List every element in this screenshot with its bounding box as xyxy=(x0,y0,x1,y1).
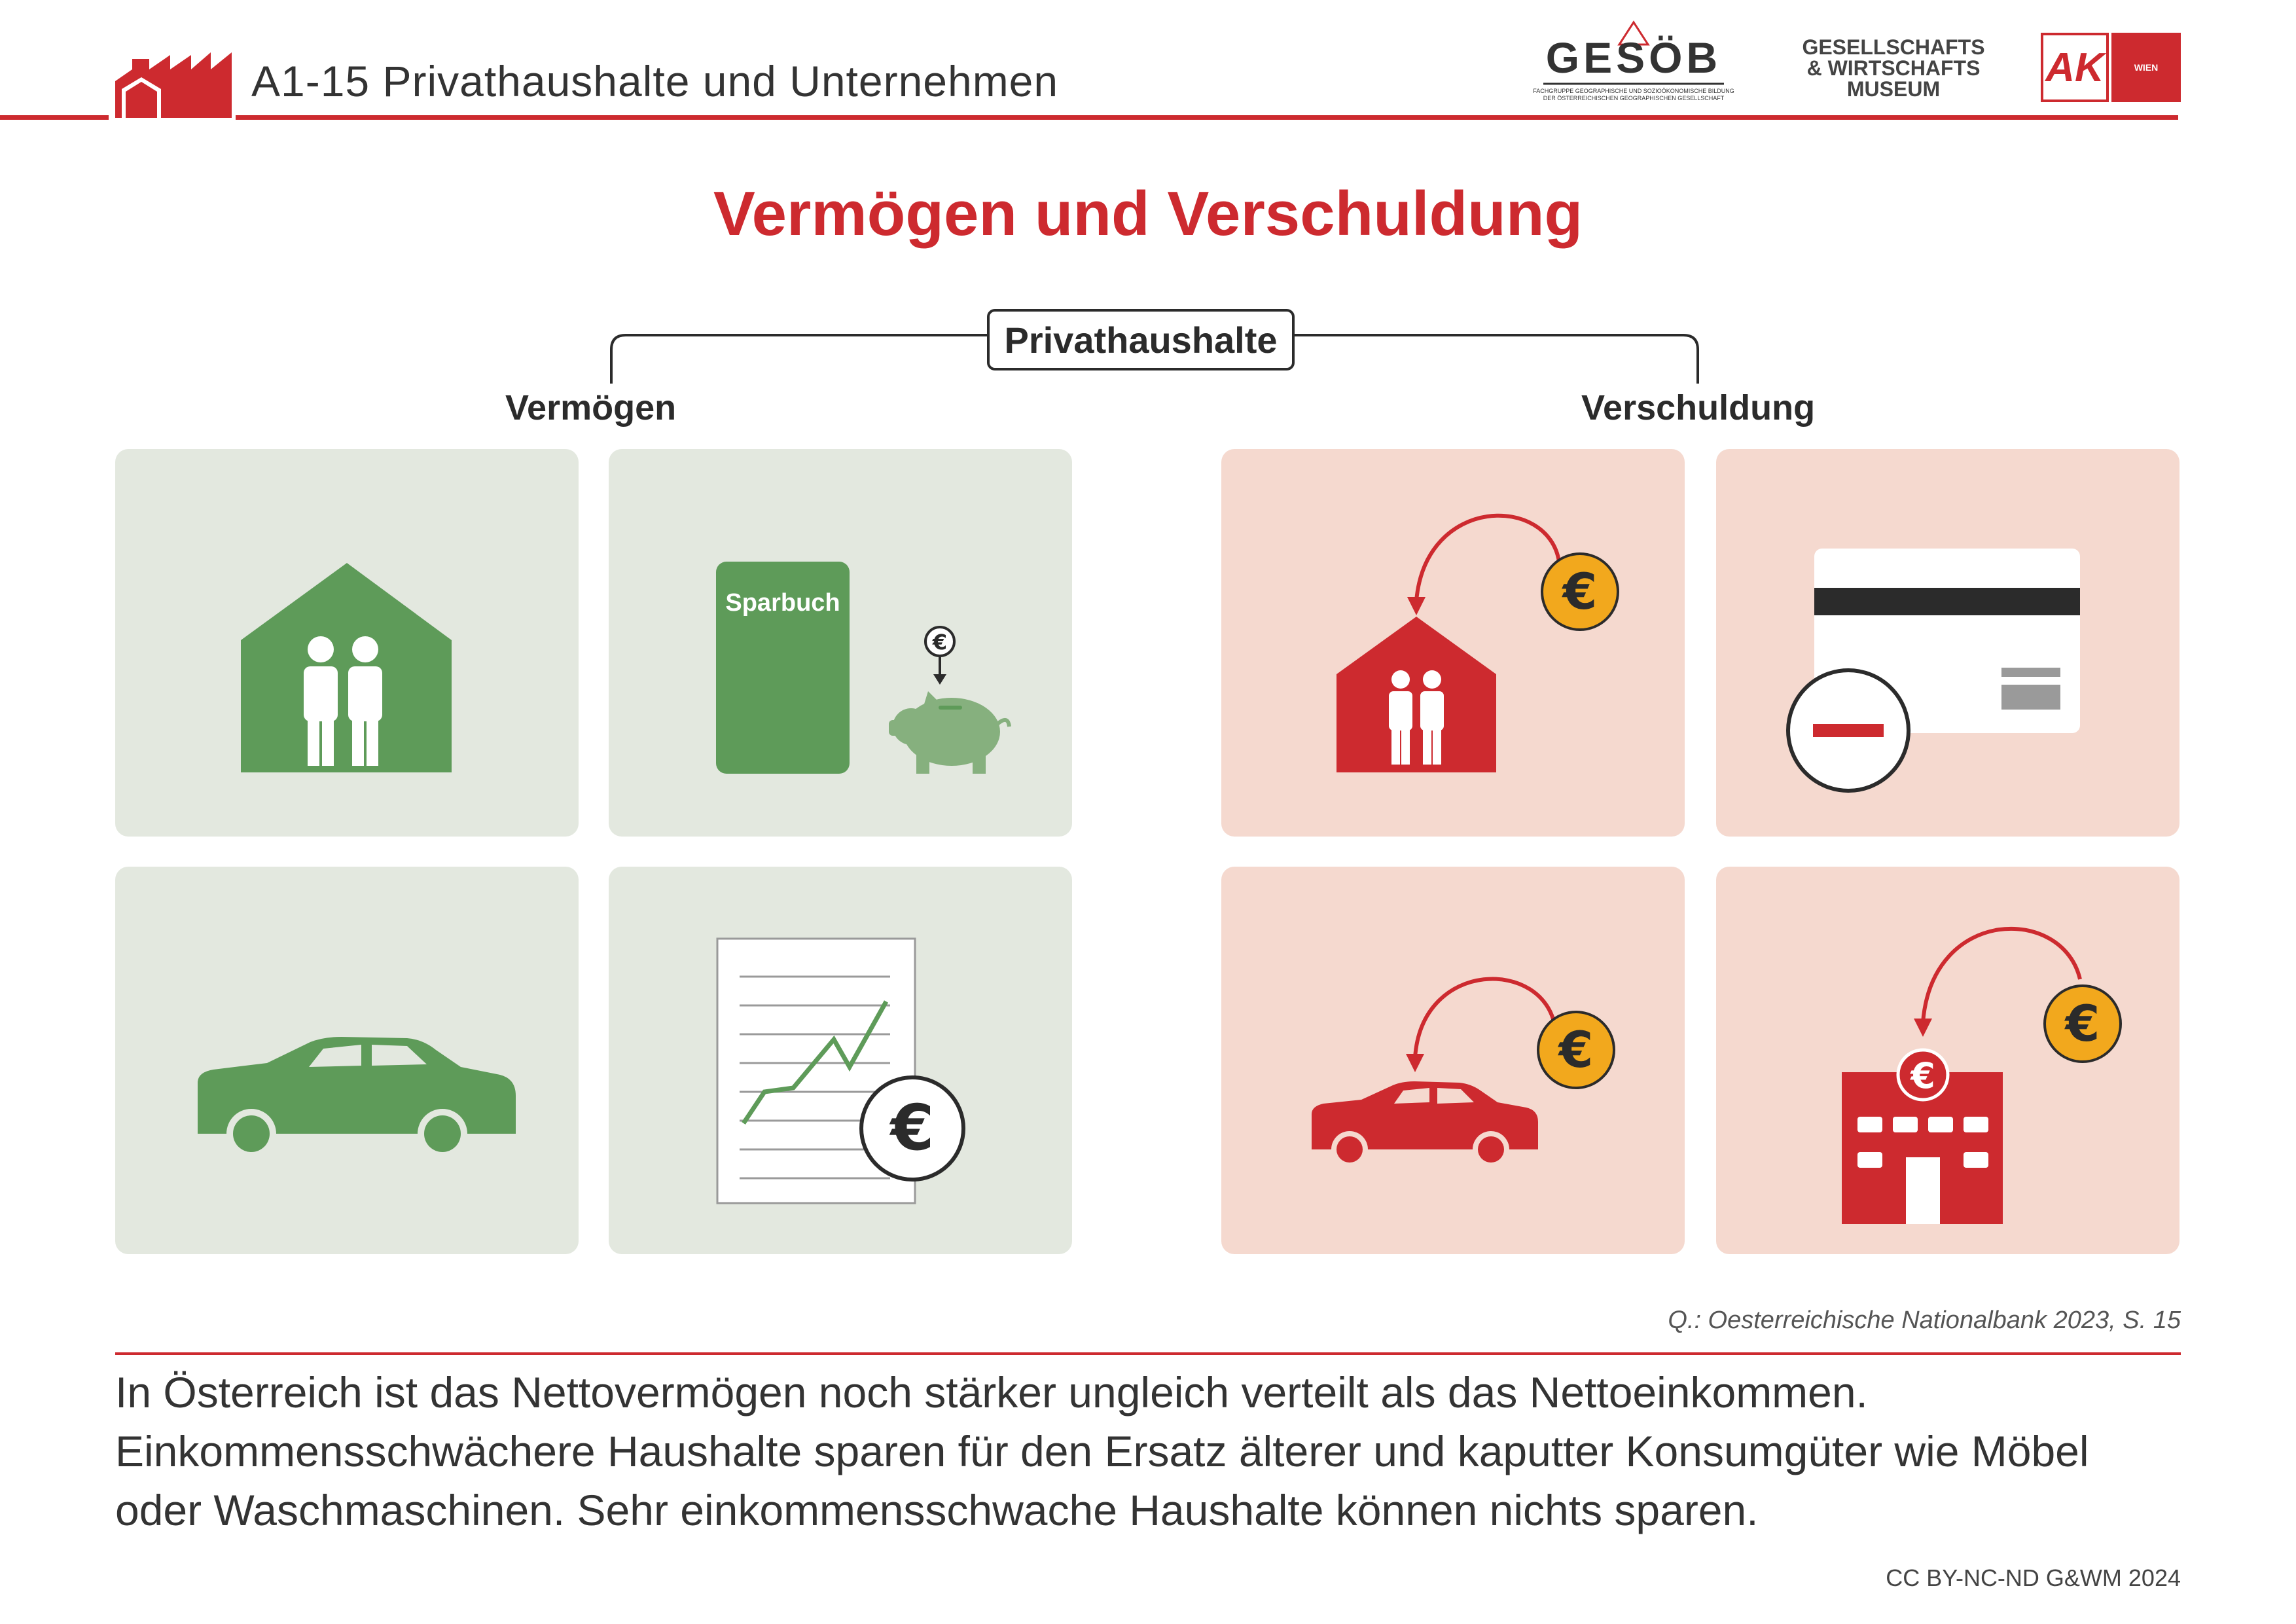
ak-city: WIEN xyxy=(2111,33,2181,102)
svg-text:€: € xyxy=(1558,1020,1594,1079)
car-icon xyxy=(115,867,579,1254)
museum-line-2: & WIRTSCHAFTS xyxy=(1806,56,1981,80)
header-title: A1-15 Privathaushalte und Unternehmen xyxy=(251,57,1059,105)
euro-coin-icon xyxy=(2045,986,2121,1062)
museum-line-3: MUSEUM xyxy=(1846,77,1941,101)
panel-auto xyxy=(115,867,579,1254)
divider xyxy=(115,1352,2181,1355)
panel-sparbuch xyxy=(609,449,1072,837)
gesoeb-wordmark: GESÖB xyxy=(1545,33,1722,82)
panel-bankkredit xyxy=(1716,867,2179,1254)
license-note: CC BY-NC-ND G&WM 2024 xyxy=(1886,1564,2181,1591)
svg-text:€: € xyxy=(890,1091,935,1164)
branch-verschuldung: Verschuldung xyxy=(1581,388,1816,427)
body-text: In Österreich ist das Nettovermögen noch stärker ungleich verteilt als das Nettoeinkommen. Einkommensschwächere Haushalte sparen für den Ersatz älterer und kaputter Konsumgüter wie Möbel oder Waschmaschinen. Sehr einkommensschwache Haushalte können nichts sparen. xyxy=(115,1368,2089,1534)
panel-kreditkarte xyxy=(1716,449,2179,837)
panel-wohneigentum xyxy=(115,449,579,837)
panel-wohnkredit xyxy=(1221,449,1685,837)
svg-text:€: € xyxy=(932,630,948,655)
museum-line-1: GESELLSCHAFTS xyxy=(1802,35,1985,59)
gesoeb-subtitle: FACHGRUPPE GEOGRAPHISCHE UND SOZIOÖKONOMISCHE BILDUNG DER ÖSTERREICHISCHEN GEOGRAPHISCHEN GESELLSCHAFT xyxy=(1533,88,1734,101)
source-note: Q.: Oesterreichische Nationalbank 2023, S. 15 xyxy=(1668,1307,2181,1334)
panel-wertpapiere xyxy=(609,867,1072,1254)
svg-text:€: € xyxy=(1910,1055,1935,1096)
bank-building-icon xyxy=(1842,1050,2003,1224)
panel-autokredit xyxy=(1221,867,1685,1254)
piggy-bank-icon xyxy=(889,627,1009,774)
euro-circle-icon xyxy=(861,1077,963,1180)
svg-text:€: € xyxy=(2065,994,2100,1053)
house-people-icon xyxy=(115,449,579,837)
svg-text:€: € xyxy=(1562,562,1598,621)
euro-coin-icon xyxy=(1538,1012,1614,1088)
loan-arrow-icon xyxy=(1406,979,1555,1072)
house-people-icon xyxy=(1336,617,1496,772)
euro-coin-icon xyxy=(1542,554,1618,630)
car-icon xyxy=(1312,1081,1538,1168)
minus-circle-icon xyxy=(1788,670,1909,791)
loan-arrow-icon xyxy=(1407,516,1559,615)
branch-vermoegen: Vermögen xyxy=(505,388,677,427)
tree-root: Privathaushalte xyxy=(987,309,1295,370)
ak-wordmark: AK xyxy=(2041,33,2109,102)
sparbuch-label: Sparbuch xyxy=(725,589,840,617)
page-title: Vermögen und Verschuldung xyxy=(713,179,1583,249)
